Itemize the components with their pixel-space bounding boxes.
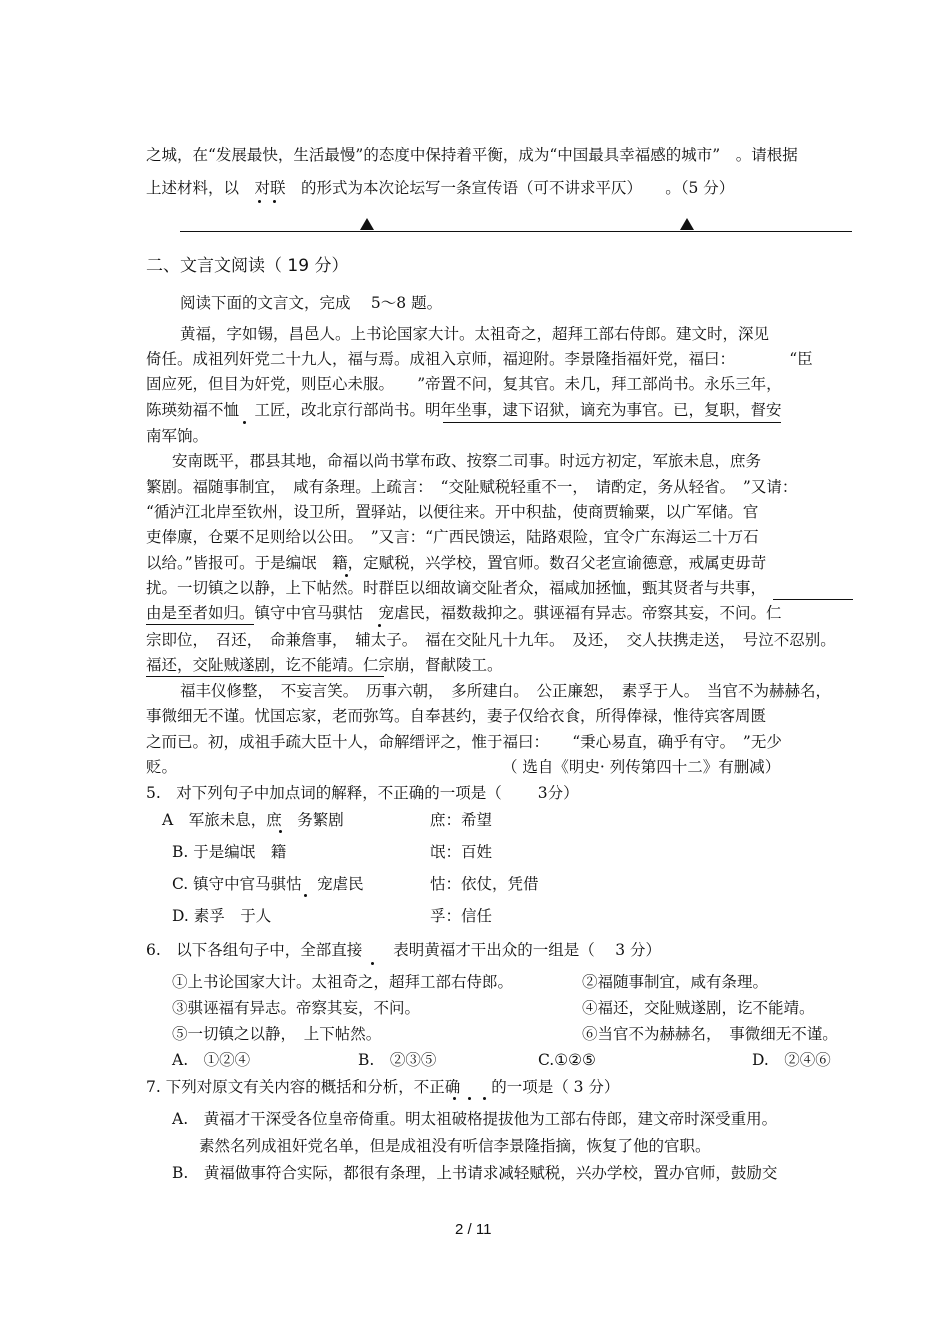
emphasis-dot xyxy=(468,1097,471,1100)
q7-option-a-cont: 素然名列成祖奸党名单，但是成祖没有听信李景隆指摘，恢复了他的官职。 xyxy=(199,1137,711,1155)
question-5-stem: 5. 对下列句子中加点词的解释，不正确的一项是（ 3分） xyxy=(146,784,579,802)
passage-line: 宗即位， 召还， 命兼詹事， 辅太子。 福在交阯凡十九年。 及还， 交人扶携走送， 号泣不忍别。 xyxy=(146,631,836,649)
q6-item: ①上书论国家大计。太祖奇之，超拜工部右侍郎。 xyxy=(172,973,514,991)
passage-line: 陈瑛劾福不恤 工匠，改北京行部尚书。明年坐事，逮下诏狱，谪充为事官。已，复职，督安 xyxy=(146,401,782,419)
passage-line: 固应死，但目为奸党，则臣心未服。 ”帝置不问，复其官。未几，拜工部尚书。永乐三年， xyxy=(146,375,782,393)
q5-option-b-gloss: 氓：百姓 xyxy=(430,843,493,861)
q5-option-b: B. 于是编氓 籍 xyxy=(172,843,287,861)
source-citation: （ 选自《明史· 列传第四十二》有删减） xyxy=(502,758,781,776)
emphasis-dot xyxy=(345,574,348,577)
question-6-stem: 6. 以下各组句子中，全部直接 表明黄福才干出众的一组是（ 3 分） xyxy=(146,941,662,959)
q6-item: ⑤一切镇之以静， 上下帖然。 xyxy=(172,1025,382,1043)
emphasis-dot xyxy=(279,830,282,833)
passage-line: 事微细无不谨。忧国忘家，老而弥笃。自奉甚约，妻子仅给衣食，所得俸禄，惟待宾客周匮 xyxy=(146,707,767,725)
q6-choice-a: A. ①②④ xyxy=(172,1051,251,1069)
passage-line: 黄福，字如锡，昌邑人。上书论国家大计。太祖奇之，超拜工部右侍郎。建文时，深见 xyxy=(180,325,770,343)
q6-choice-d: D. ②④⑥ xyxy=(752,1051,831,1069)
q6-choice-b: B. ②③⑤ xyxy=(358,1051,437,1069)
emphasis-dot xyxy=(273,200,276,203)
emphasis-dot xyxy=(371,962,374,965)
passage-line: 贬。 xyxy=(146,758,178,776)
passage-line: 以给。”皆报可。于是编氓 籍，定赋税，兴学校，置官师。数召父老宣谕德意，戒属吏毋苛 xyxy=(146,554,767,572)
triangle-marker-icon xyxy=(360,218,374,230)
q5-option-a: A 军旅未息，庶 务繁剧 xyxy=(162,811,344,829)
triangle-marker-icon xyxy=(680,218,694,230)
q6-item: ④福还，交阯贼遂剧，讫不能靖。 xyxy=(582,999,815,1017)
emphasis-dot xyxy=(304,894,307,897)
q7-option-a: A. 黄福才干深受各位皇帝倚重。明太祖破格提拔他为工部右侍郎，建文帝时深受重用。 xyxy=(172,1110,778,1128)
q5-option-d: D. 素孚 于人 xyxy=(172,907,272,925)
emphasis-dot xyxy=(258,200,261,203)
passage-line: 福丰仪修整， 不妄言笑。 历事六朝， 多所建白。 公正廉恕， 素孚于人。 当官不为赫赫名， xyxy=(180,682,832,700)
underline xyxy=(443,422,781,423)
passage-line: 倚任。成祖列奸党二十九人，福与焉。成祖入京师，福迎附。李景隆指福奸党，福曰： “臣 xyxy=(146,350,813,368)
q7-option-b: B. 黄福做事符合实际，都很有条理，上书请求减轻赋税，兴办学校，置办官师，鼓励交 xyxy=(172,1164,778,1182)
passage-line: 之而已。初，成祖手疏大臣十人，命解缙评之，惟于福曰： “秉心易直，确乎有守。 ”无少 xyxy=(146,733,782,751)
q6-item: ⑥当官不为赫赫名， 事微细无不谨。 xyxy=(582,1025,838,1043)
underline xyxy=(146,624,254,625)
q5-option-d-gloss: 孚：信任 xyxy=(430,907,493,925)
emphasis-dot xyxy=(453,1097,456,1100)
passage-line: 扰。一切镇之以静，上下帖然。时群臣以细故谪交阯者众，福咸加拯恤，甄其贤者与共事， xyxy=(146,579,767,597)
passage-line: 吏俸廪，仓粟不足则给以公田。 ”又言：“广西民馈运，陆路艰险，宜令广东海运二十万石 xyxy=(146,528,759,546)
passage-line: 由是至者如归。镇守中官马骐怙 宠虐民，福数裁抑之。骐诬福有异志。帝察其妄，不问。仁 xyxy=(146,604,782,622)
paragraph-line: 之城，在“发展最快，生活最慢”的态度中保持着平衡，成为“中国最具幸福感的城市” 。请根据 xyxy=(146,146,798,164)
passage-line: 繁剧。福随事制宜， 咸有条理。上疏言： “交阯赋税轻重不一， 请酌定，务从轻省。 ”又请： xyxy=(146,478,798,496)
q5-option-c: C. 镇守中官马骐怙 宠虐民 xyxy=(172,875,364,893)
separator-line xyxy=(180,231,852,232)
emphasis-dot xyxy=(378,624,381,627)
passage-line: 南军饷。 xyxy=(146,427,209,445)
page-number: 2 / 11 xyxy=(455,1221,492,1238)
passage-line: “循泸江北岸至钦州，设卫所，置驿站，以便往来。开中积盐，使商贾输粟，以广军储。官 xyxy=(146,503,759,521)
underline xyxy=(146,676,384,677)
q5-option-c-gloss: 怙：依仗，凭借 xyxy=(430,875,539,893)
q5-option-a-gloss: 庶：希望 xyxy=(430,811,493,829)
instruction-text: 阅读下面的文言文，完成 5～8 题。 xyxy=(180,294,443,312)
emphasis-dot xyxy=(483,1097,486,1100)
passage-line: 安南既平，郡县其地，命福以尚书掌布政、按察二司事。时远方初定，军旅未息，庶务 xyxy=(172,452,762,470)
q6-item: ③骐诬福有异志。帝察其妄，不问。 xyxy=(172,999,421,1017)
question-7-stem: 7. 下列对原文有关内容的概括和分析，不正确 的一项是（ 3 分） xyxy=(146,1078,620,1096)
paragraph-line: 上述材料，以 对联 的形式为本次论坛写一条宣传语（可不讲求平仄） 。（5 分） xyxy=(146,179,735,197)
underline xyxy=(773,599,853,600)
q6-item: ②福随事制宜，咸有条理。 xyxy=(582,973,769,991)
emphasis-dot xyxy=(243,421,246,424)
q6-choice-c: C.①②⑤ xyxy=(538,1051,596,1069)
section-title: 二、文言文阅读（ 19 分） xyxy=(146,256,349,276)
passage-line: 福还，交阯贼遂剧，讫不能靖。仁宗崩，督献陵工。 xyxy=(146,656,503,674)
